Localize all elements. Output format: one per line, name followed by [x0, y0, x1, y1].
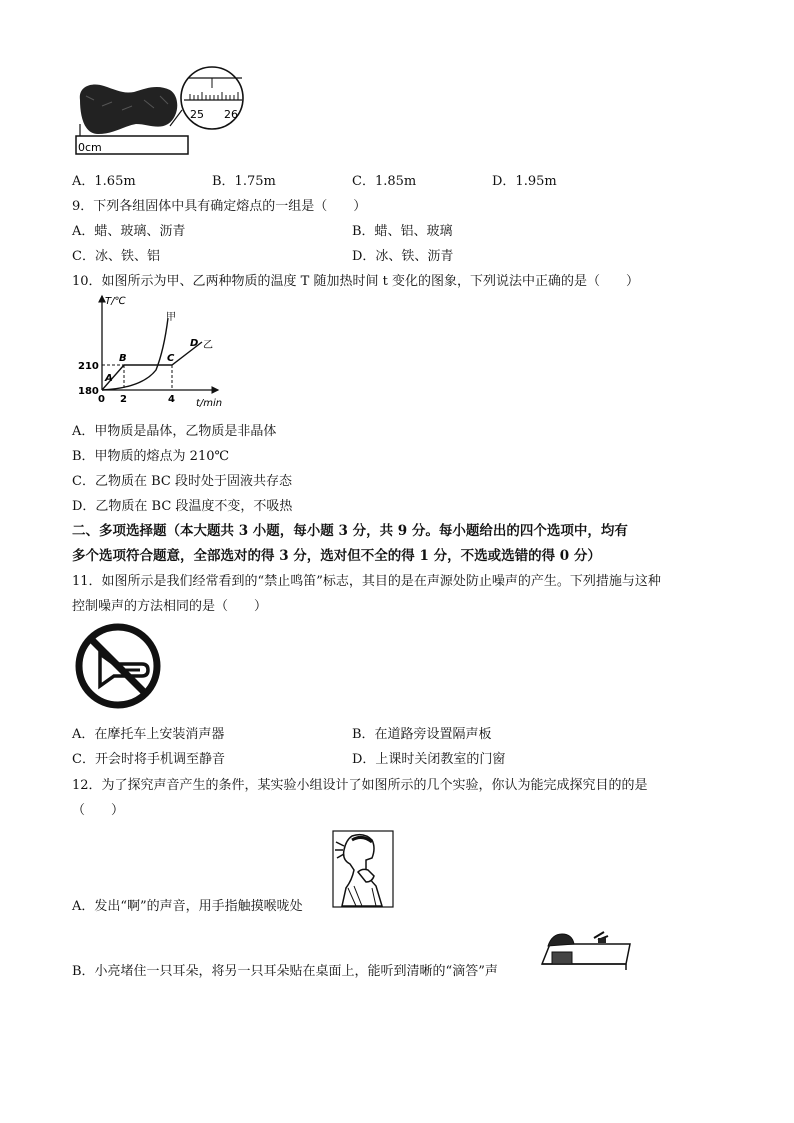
x-axis-label: t/min: [196, 398, 223, 409]
q11-option-a[interactable]: A．在摩托车上安装消声器: [72, 727, 225, 742]
q11-stem-line2: 控制噪声的方法相同的是（ ）: [72, 599, 268, 614]
q10-option-d[interactable]: D．乙物质在 BC 段温度不变，不吸热: [72, 499, 293, 514]
q10-option-b[interactable]: B．甲物质的熔点为 210℃: [72, 449, 230, 464]
q10-option-c[interactable]: C．乙物质在 BC 段时处于固液共存态: [72, 474, 292, 489]
q9-option-b[interactable]: B．蜡、铝、玻璃: [352, 224, 453, 239]
q10-stem: 10．如图所示为甲、乙两种物质的温度 T 随加热时间 t 变化的图象，下列说法中正确的是（ ）: [72, 274, 639, 289]
ruler-26-label: 26: [224, 108, 238, 121]
curve-yi: [102, 342, 202, 390]
ear-on-table-image: [538, 926, 634, 970]
y-tick-210: 210: [78, 361, 99, 372]
q11-option-d[interactable]: D．上课时关闭教室的门窗: [352, 752, 506, 767]
point-d-label: D: [190, 338, 199, 349]
no-honking-sign-icon: [74, 622, 162, 710]
q10-temperature-graph: [72, 290, 232, 410]
q9-stem: 9．下列各组固体中具有确定熔点的一组是（ ）: [72, 199, 367, 214]
q11-stem-line1: 11．如图所示是我们经常看到的“禁止鸣笛”标志，其目的是在声源处防止噪声的产生。下列措施与这种: [72, 574, 661, 589]
q11-option-c[interactable]: C．开会时将手机调至静音: [72, 752, 225, 767]
x-tick-2: 2: [120, 394, 127, 405]
q9-option-a[interactable]: A．蜡、玻璃、沥青: [72, 224, 186, 239]
q9-option-d[interactable]: D．冰、铁、沥青: [352, 249, 454, 264]
x-tick-4: 4: [168, 394, 175, 405]
point-c-label: C: [167, 353, 175, 364]
q12-option-a[interactable]: A．发出“啊”的声音，用手指触摸喉咙处: [72, 899, 303, 914]
foot-shape: [80, 85, 177, 134]
q8-foot-ruler-figure: [72, 66, 252, 158]
q10-option-a[interactable]: A．甲物质是晶体，乙物质是非晶体: [72, 424, 277, 439]
q12-stem-line1: 12．为了探究声音产生的条件，某实验小组设计了如图所示的几个实验，你认为能完成探究目的的是: [72, 778, 648, 793]
q12-stem-line2: （ ）: [72, 803, 125, 818]
person-touching-throat-image: [332, 830, 394, 908]
section2-heading-line1: 二、多项选择题（本大题共 3 小题，每小题 3 分，共 9 分。每小题给出的四个选项中，均有: [72, 523, 628, 539]
q8-option-a[interactable]: A．1.65m: [72, 174, 136, 189]
point-b-label: B: [119, 353, 127, 364]
q8-option-b[interactable]: B．1.75m: [212, 174, 276, 189]
ruler-25-label: 25: [190, 108, 204, 121]
q11-option-b[interactable]: B．在道路旁设置隔声板: [352, 727, 492, 742]
curve-yi-label: 乙: [203, 340, 213, 351]
q8-option-d[interactable]: D．1.95m: [492, 174, 557, 189]
y-tick-180: 180: [78, 386, 99, 397]
curve-jia-label: 甲: [166, 312, 176, 323]
q12-option-b[interactable]: B．小亮堵住一只耳朵，将另一只耳朵贴在桌面上，能听到清晰的“滴答”声: [72, 964, 498, 979]
q9-option-c[interactable]: C．冰、铁、铝: [72, 249, 160, 264]
x-tick-0: 0: [98, 394, 105, 405]
section2-heading-line2: 多个选项符合题意，全部选对的得 3 分，选对但不全的得 1 分，不选或选错的得 0 分）: [72, 548, 601, 564]
q8-option-c[interactable]: C．1.85m: [352, 174, 417, 189]
ruler-zero-label: 0cm: [78, 141, 102, 154]
point-a-label: A: [105, 373, 113, 384]
y-axis-label: T/℃: [105, 296, 126, 307]
